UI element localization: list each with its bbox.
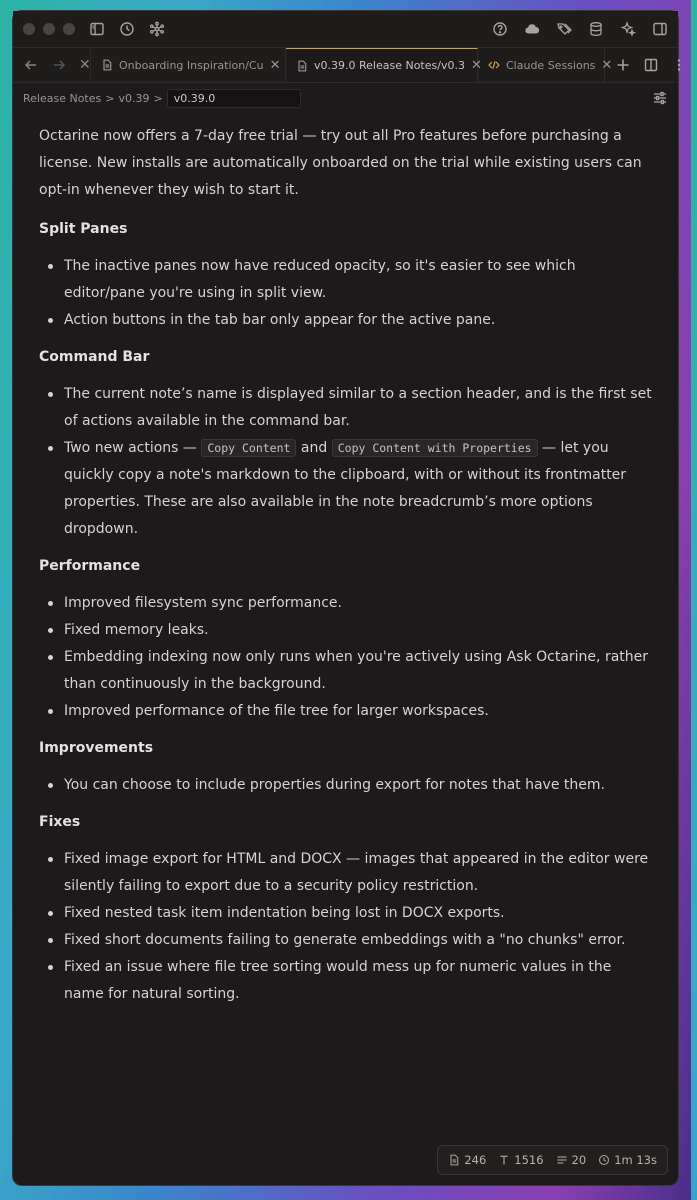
right-panel-icon[interactable]	[652, 21, 668, 37]
text-segment: — let you quickly copy a note's markdown to the clipboard, with or without its frontmatter properties. These are also available in the note breadcrumb’s more options dropdown.	[64, 440, 627, 537]
editor-content[interactable]	[13, 113, 678, 1008]
app-window	[12, 10, 679, 1186]
bullet-list	[39, 381, 652, 543]
history-icon[interactable]	[119, 21, 135, 37]
more-vertical-icon[interactable]	[671, 57, 687, 73]
section-heading: Command Bar	[39, 349, 150, 365]
list-item: Improved performance of the file tree for larger workspaces.	[39, 698, 652, 725]
tab-actions	[605, 48, 697, 82]
list-item: Fixed nested task item indentation being lost in DOCX exports.	[39, 900, 652, 927]
nav-buttons	[13, 48, 91, 82]
list-item: Fixed an issue where file tree sorting would mess up for numeric values in the name for natural sorting.	[39, 954, 652, 1008]
sliders-icon[interactable]	[652, 90, 668, 106]
document-icon	[296, 60, 308, 72]
cloud-icon[interactable]	[524, 21, 540, 37]
tab-bar	[13, 47, 678, 83]
list-item: The inactive panes now have reduced opacity, so it's easier to see which editor/pane you're using in split view.	[39, 253, 652, 307]
split-pane-icon[interactable]	[643, 57, 659, 73]
section-heading: Split Panes	[39, 221, 128, 237]
tab-close-icon[interactable]: ✕	[269, 57, 281, 73]
section-heading: Improvements	[39, 740, 154, 756]
title-bar	[13, 11, 678, 47]
list-item: Fixed memory leaks.	[39, 617, 652, 644]
tab-claude-sessions[interactable]	[478, 48, 613, 82]
text-segment: Two new actions —	[64, 440, 202, 456]
code-icon	[488, 59, 500, 71]
list-item: You can choose to include properties during export for notes that have them.	[39, 772, 652, 799]
bullet-list	[39, 846, 652, 1008]
list-item: Embedding indexing now only runs when you're actively using Ask Octarine, rather than continuously in the background.	[39, 644, 652, 698]
breadcrumb-folder[interactable]: v0.39	[118, 91, 150, 105]
graph-icon[interactable]	[149, 21, 165, 37]
bullet-list	[39, 590, 652, 725]
word-count[interactable]	[448, 1153, 486, 1167]
reading-time-value: 1m 13s	[614, 1153, 657, 1167]
section-heading: Performance	[39, 558, 141, 574]
list-item: The current note’s name is displayed similar to a section header, and is the first set of actions available in the command bar.	[39, 381, 652, 435]
inline-code: Copy Content with Properties	[332, 439, 538, 457]
minimize-window-button[interactable]	[43, 23, 55, 35]
forward-arrow-icon[interactable]	[51, 57, 67, 73]
breadcrumb-root[interactable]: Release Notes	[23, 91, 102, 105]
window-controls	[23, 23, 75, 35]
close-icon[interactable]: ✕	[79, 57, 91, 73]
line-count[interactable]	[556, 1153, 587, 1167]
breadcrumb-current-input[interactable]: v0.39.0	[167, 89, 301, 108]
inline-code: Copy Content	[201, 439, 296, 457]
text-segment: and	[296, 440, 332, 456]
bullet-list	[39, 772, 652, 799]
intro-paragraph: Octarine now offers a 7-day free trial — try out all Pro features before purchasing a license. New installs are automatically onboarded on the trial while existing users can opt-in whenever they wish to start it.	[39, 128, 642, 198]
sidebar-toggle-icon[interactable]	[89, 21, 105, 37]
tab-close-icon[interactable]: ✕	[470, 58, 482, 73]
list-item: Action buttons in the tab bar only appear for the active pane.	[39, 307, 652, 334]
tab-label: Claude Sessions	[506, 58, 596, 72]
tab-label: v0.39.0 Release Notes/v0.3	[314, 59, 465, 72]
database-icon[interactable]	[588, 21, 604, 37]
zoom-window-button[interactable]	[63, 23, 75, 35]
breadcrumb	[13, 83, 678, 113]
sparkle-icon[interactable]	[620, 21, 636, 37]
reading-time[interactable]	[598, 1153, 657, 1167]
bullet-list	[39, 253, 652, 334]
word-count-value: 246	[464, 1153, 487, 1167]
lines-icon	[556, 1154, 568, 1166]
list-item: Fixed image export for HTML and DOCX — images that appeared in the editor were silently failing to export due to a security policy restriction.	[39, 846, 652, 900]
tab-label: Onboarding Inspiration/Cu	[119, 58, 264, 72]
char-count[interactable]	[498, 1153, 543, 1167]
breadcrumb-separator: >	[153, 91, 163, 105]
close-window-button[interactable]	[23, 23, 35, 35]
clock-icon	[598, 1154, 610, 1166]
tags-icon[interactable]	[556, 21, 572, 37]
tab-release-notes[interactable]	[286, 48, 482, 82]
text-icon	[498, 1154, 510, 1166]
breadcrumb-separator: >	[105, 91, 115, 105]
plus-icon[interactable]	[615, 57, 631, 73]
list-item: Fixed short documents failing to generate embeddings with a "no chunks" error.	[39, 927, 652, 954]
document-icon	[448, 1154, 460, 1166]
list-item	[39, 435, 652, 543]
document-icon	[101, 59, 113, 71]
tab-close-icon[interactable]: ✕	[601, 57, 613, 73]
back-arrow-icon[interactable]	[23, 57, 39, 73]
tab-onboarding[interactable]	[91, 48, 286, 82]
help-icon[interactable]	[492, 21, 508, 37]
section-heading: Fixes	[39, 814, 81, 830]
list-item: Improved filesystem sync performance.	[39, 590, 652, 617]
char-count-value: 1516	[514, 1153, 544, 1167]
line-count-value: 20	[571, 1153, 587, 1167]
status-bar	[437, 1145, 668, 1175]
